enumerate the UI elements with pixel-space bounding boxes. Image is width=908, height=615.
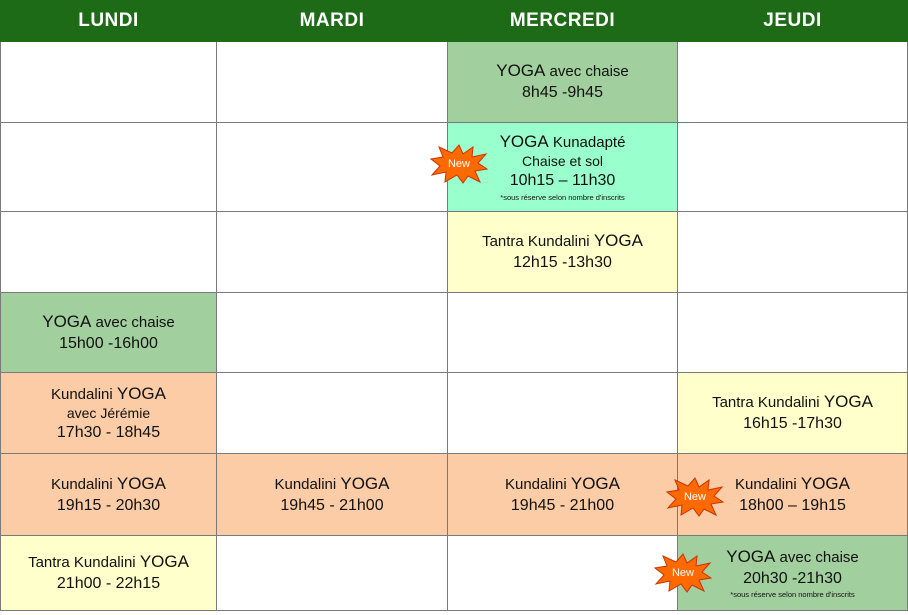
class-name: YOGA xyxy=(499,132,549,152)
day-header-thursday: JEUDI xyxy=(678,1,908,42)
class-subtitle: Chaise et sol xyxy=(522,153,603,169)
schedule-row xyxy=(1,212,908,293)
class-cell-thu-kundalini xyxy=(678,454,908,536)
class-cell-mon-kundalini xyxy=(1,454,217,536)
class-time: 12h15 -13h30 xyxy=(513,254,612,272)
class-prefix: Tantra Kundalini xyxy=(712,394,824,412)
class-name: YOGA xyxy=(116,473,166,493)
class-time: 8h45 -9h45 xyxy=(522,84,603,102)
class-cell-tue-kundalini xyxy=(217,454,448,536)
class-suffix: Kunadapté xyxy=(548,134,626,152)
schedule-row xyxy=(1,536,908,611)
class-cell-wed-kunadapte xyxy=(448,123,678,212)
class-time: 19h15 - 20h30 xyxy=(56,496,161,514)
class-suffix: avec chaise xyxy=(775,548,859,566)
new-badge-label: New xyxy=(671,567,694,579)
day-header-monday: LUNDI xyxy=(1,1,217,42)
new-badge-label: New xyxy=(447,158,470,170)
empty-cell xyxy=(1,123,217,212)
class-prefix: Tantra Kundalini xyxy=(28,554,140,572)
class-note: *sous réserve selon nombre d'inscrits xyxy=(730,590,855,600)
empty-cell xyxy=(217,42,448,123)
class-name: YOGA xyxy=(593,231,643,251)
class-time: 19h45 - 21h00 xyxy=(510,496,615,514)
empty-cell xyxy=(678,42,908,123)
empty-cell xyxy=(678,212,908,293)
class-subtitle: avec Jérémie xyxy=(66,404,151,421)
schedule-row xyxy=(1,293,908,373)
class-name: YOGA xyxy=(496,61,546,81)
class-time: 20h30 -21h30 xyxy=(743,569,842,587)
class-prefix: Kundalini xyxy=(734,475,801,493)
class-time: 16h15 -17h30 xyxy=(743,415,842,433)
class-cell-mon-kundalini-jeremie xyxy=(1,373,217,454)
class-prefix: Kundalini xyxy=(50,385,117,403)
empty-cell xyxy=(217,123,448,212)
class-name: YOGA xyxy=(116,383,166,403)
class-name: YOGA xyxy=(340,473,390,493)
schedule-row xyxy=(1,454,908,536)
class-time: 19h45 - 21h00 xyxy=(280,496,384,514)
class-time: 18h00 – 19h15 xyxy=(739,496,846,514)
class-prefix: Kundalini xyxy=(504,475,571,493)
class-name: YOGA xyxy=(570,473,620,493)
day-header-tuesday: MARDI xyxy=(217,1,448,42)
class-note: *sous réserve selon nombre d'inscrits xyxy=(500,192,625,202)
class-name: YOGA xyxy=(42,311,92,331)
empty-cell xyxy=(678,293,908,373)
class-cell-thu-yoga-chaise xyxy=(671,536,908,611)
class-cell-thu-tantra xyxy=(678,373,908,454)
new-badge-label: New xyxy=(683,491,706,503)
day-header-wednesday: MERCREDI xyxy=(448,1,678,42)
class-name: YOGA xyxy=(726,546,776,566)
class-name: YOGA xyxy=(823,392,873,412)
schedule-row xyxy=(1,42,908,123)
empty-cell xyxy=(217,536,448,611)
empty-cell xyxy=(217,293,448,373)
class-suffix: avec chaise xyxy=(91,313,175,331)
empty-cell xyxy=(1,42,217,123)
empty-cell xyxy=(217,212,448,293)
class-time: 17h30 - 18h45 xyxy=(56,423,161,441)
header-row xyxy=(1,1,908,42)
class-prefix: Tantra Kundalini xyxy=(482,233,594,251)
class-cell-wed-yoga-chaise xyxy=(448,42,678,123)
class-name: YOGA xyxy=(139,552,189,572)
class-cell-wed-tantra xyxy=(448,212,678,293)
class-cell-mon-tantra xyxy=(1,536,217,611)
class-prefix: Kundalini xyxy=(50,475,117,493)
class-time: 10h15 – 11h30 xyxy=(509,172,616,190)
class-cell-wed-kundalini xyxy=(448,454,678,536)
class-cell-mon-yoga-chaise xyxy=(1,293,217,373)
empty-cell xyxy=(448,536,678,611)
class-suffix: avec chaise xyxy=(545,63,629,81)
empty-cell xyxy=(678,123,908,212)
empty-cell xyxy=(448,373,678,454)
empty-cell xyxy=(448,293,678,373)
class-prefix: Kundalini xyxy=(274,475,341,493)
class-time: 21h00 - 22h15 xyxy=(56,575,161,593)
class-name: YOGA xyxy=(800,473,850,493)
empty-cell xyxy=(217,373,448,454)
class-time: 15h00 -16h00 xyxy=(59,334,158,352)
schedule-row xyxy=(1,373,908,454)
schedule-row xyxy=(1,123,908,212)
empty-cell xyxy=(1,212,217,293)
